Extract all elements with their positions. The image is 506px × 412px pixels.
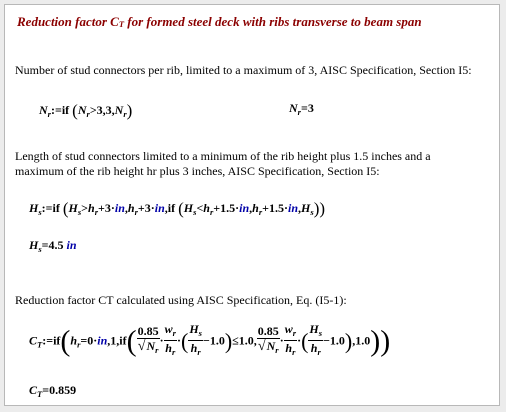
ct-rad1: √	[137, 339, 146, 354]
nr-cond-var: N	[77, 103, 87, 117]
equation-nr[interactable]: $N_r:=if$ $(N_r>3,3,N_r)$	[39, 101, 133, 120]
hs-plus4: +	[262, 201, 269, 215]
paragraph-stud-length-2: maximum of the rib height hr plus 3 inches, AISC Specification, Section I5:	[15, 164, 380, 178]
ct-result-var: C	[29, 383, 38, 397]
ct-eq: =	[80, 333, 88, 348]
hs-h4: h	[252, 201, 259, 215]
ct-le: ≤	[232, 333, 239, 348]
ct-assign: :=	[42, 333, 54, 348]
nr-result-value: 3	[307, 101, 314, 115]
hs-result-unit: in	[66, 238, 77, 252]
hs-if: if	[52, 201, 60, 215]
ct-frac-H-1	[188, 323, 203, 360]
ct-whs1: r	[171, 347, 176, 357]
paragraph-reduction: Reduction factor CT calculated using AISC Specification, Eq. (I5-1):	[15, 293, 347, 307]
ct-result-sub: T	[37, 389, 43, 399]
ct-big-paren-close-2: )	[370, 324, 381, 358]
nr-assign: :=	[50, 103, 62, 117]
ct-coef2: 0.85	[257, 324, 279, 338]
hs-assign: :=	[41, 201, 53, 215]
hs-s3: s	[310, 207, 314, 217]
ct-zero: 0	[87, 333, 94, 348]
ct-ws2: r	[292, 328, 297, 338]
ct-dot1: ·	[93, 333, 98, 348]
ct-sqrtv2: N	[266, 339, 276, 353]
hs-paren-4: )	[319, 199, 326, 218]
worksheet-panel	[4, 4, 500, 406]
ct-ws1: r	[172, 328, 176, 338]
hs-dot4: ·	[284, 201, 289, 215]
hs-comma2: ,	[164, 201, 168, 215]
ct-coef1: 0.85	[137, 324, 159, 338]
ct-sqrtv1: N	[146, 339, 156, 353]
hs-plus3: +	[213, 201, 221, 215]
ct-Hhs1: r	[197, 347, 201, 357]
ct-sqrts1: r	[155, 345, 159, 355]
nr-cond-op: >3	[89, 103, 103, 117]
hs-result-value: 4.5	[48, 238, 64, 252]
title-text: Reduction factor C	[17, 14, 119, 29]
equation-ct[interactable]	[29, 323, 390, 360]
hs-paren-2: (	[178, 199, 184, 218]
ct-H2: H	[309, 322, 319, 336]
ct-frac-w-2	[284, 323, 297, 360]
hs-gt: >	[81, 201, 89, 215]
hs-comma3: ,	[249, 201, 253, 215]
ct-oneo2: 1.0	[238, 333, 254, 348]
ct-big-paren-close: )	[380, 324, 391, 358]
ct-oneo4: 1.0	[355, 333, 371, 348]
ct-w1: w	[164, 322, 173, 336]
hs-s2: s	[193, 207, 197, 217]
ct-comma3: ,	[253, 333, 257, 348]
nr-lhs-var: N	[39, 103, 48, 117]
hs-unit4: in	[288, 201, 299, 215]
ct-sqrt2	[257, 339, 280, 358]
nr-true-val: 3	[105, 103, 112, 117]
hs-h1: h	[88, 201, 95, 215]
nr-false-sub: r	[123, 109, 127, 119]
hs-v1: H	[68, 201, 78, 215]
ct-oneo3: 1.0	[329, 333, 345, 348]
ct-H1: H	[189, 322, 199, 336]
ct-big-paren-open-2: (	[126, 324, 137, 358]
ct-whs2: r	[292, 347, 296, 357]
nr-close-paren: )	[126, 101, 133, 120]
hs-result-var: H	[29, 238, 39, 252]
ct-Hs1: s	[198, 328, 202, 338]
paragraph-stud-count: Number of stud connectors per rib, limited to a maximum of 3, AISC Specification, Section I5:	[15, 63, 472, 77]
ct-frac-coef-2	[257, 325, 280, 358]
hs-onefive2: 1.5	[269, 201, 284, 215]
ct-fparen-c1: )	[224, 328, 233, 354]
ct-if: if	[53, 333, 61, 348]
ct-fparen-o1: (	[180, 328, 189, 354]
ct-rad2: √	[257, 339, 266, 354]
paragraph-stud-length-1: Length of stud connectors limited to a minimum of the rib height plus 1.5 inches and a	[15, 149, 431, 163]
ct-Hhs2: r	[317, 347, 321, 357]
hs-lhs-sub: s	[38, 207, 42, 217]
hs-unit1: in	[114, 201, 125, 215]
ct-fparen-c2: )	[344, 328, 353, 354]
ct-Hden2	[308, 341, 323, 360]
hs-three1: 3	[104, 201, 111, 215]
title-rest: for formed steel deck with ribs transverse to beam span	[124, 14, 422, 29]
ct-Hnum1	[188, 323, 203, 341]
ct-Hh1: h	[190, 341, 198, 355]
hs-if2: if	[167, 201, 176, 215]
nr-open-paren: (	[72, 101, 78, 120]
ct-hs1: r	[77, 339, 81, 350]
nr-result-eq: =	[300, 101, 308, 115]
nr-false-var: N	[114, 103, 124, 117]
hs-three2: 3	[144, 201, 151, 215]
ct-Hnum2	[308, 323, 323, 341]
hs-v3: H	[301, 201, 311, 215]
result-nr	[289, 101, 314, 117]
hs-result-sub: s	[38, 244, 42, 254]
hs-unit2: in	[154, 201, 165, 215]
hs-v2: H	[183, 201, 194, 215]
title-subscript: T	[118, 19, 125, 29]
hs-dot1: ·	[110, 201, 115, 215]
ct-dot3: ·	[176, 333, 181, 348]
nr-if: if	[61, 103, 70, 117]
ct-wnum2	[284, 323, 297, 341]
ct-big-paren-open: (	[60, 324, 71, 358]
ct-wden2	[284, 341, 297, 360]
hs-lhs-var: H	[29, 201, 39, 215]
hs-h2: h	[127, 201, 135, 215]
ct-lhs-var: C	[29, 333, 38, 348]
hs-hs1: r	[94, 207, 99, 217]
ct-comma1: ,	[107, 333, 111, 348]
hs-comma1: ,	[124, 201, 128, 215]
ct-comma2: ,	[116, 333, 120, 348]
hs-hs3: r	[209, 207, 214, 217]
ct-frac-coef-1	[137, 325, 160, 358]
ct-if2: if	[119, 333, 127, 348]
ct-w2: w	[284, 322, 293, 336]
hs-plus1: +	[98, 201, 105, 215]
nr-lhs-sub: r	[47, 109, 51, 119]
hs-dot2: ·	[150, 201, 155, 215]
hs-unit3: in	[239, 201, 250, 215]
ct-lhs-sub: T	[37, 339, 43, 350]
hs-onefive1: 1.5	[220, 201, 236, 215]
hs-s1: s	[77, 207, 82, 217]
nr-result-sub: r	[297, 107, 301, 117]
ct-minus1: −	[202, 333, 210, 348]
ct-oneo1: 1.0	[209, 333, 225, 348]
ct-sqrts2: r	[275, 345, 279, 355]
ct-dot2: ·	[159, 333, 164, 348]
ct-dot5: ·	[297, 333, 302, 348]
ct-Hden1	[188, 341, 203, 360]
hs-plus2: +	[137, 201, 145, 215]
hs-paren-3: )	[313, 199, 320, 218]
nr-result-var: N	[289, 101, 298, 115]
ct-frac-w-1	[164, 323, 177, 360]
hs-h3: h	[203, 201, 210, 215]
ct-Hs2: s	[318, 328, 323, 338]
ct-wnum1	[164, 323, 177, 341]
ct-dot4: ·	[279, 333, 284, 348]
hs-paren-1: (	[62, 199, 69, 218]
section-title	[17, 14, 422, 30]
ct-result-eq: =	[42, 383, 50, 397]
equation-hs[interactable]	[29, 199, 325, 219]
ct-sqrt1	[137, 339, 160, 358]
hs-hs2: r	[134, 207, 138, 217]
ct-comma4: ,	[352, 333, 356, 348]
ct-wden1	[164, 341, 177, 360]
ct-h1: h	[70, 333, 78, 348]
ct-one: 1	[110, 333, 117, 348]
hs-result-eq: =	[41, 238, 49, 252]
ct-wh1: h	[165, 341, 172, 355]
ct-unit: in	[97, 333, 108, 348]
nr-cond-sub: r	[86, 109, 90, 119]
ct-wh2: h	[285, 341, 293, 355]
hs-comma4: ,	[298, 201, 302, 215]
result-ct	[29, 383, 76, 399]
hs-dot3: ·	[235, 201, 240, 215]
ct-result-value: 0.859	[49, 383, 77, 397]
hs-hs4: r	[258, 207, 263, 217]
ct-frac-H-2	[308, 323, 323, 360]
ct-fparen-o2: (	[301, 328, 309, 354]
ct-Hh2: h	[310, 341, 318, 355]
hs-lt: <	[196, 201, 204, 215]
result-hs	[29, 238, 77, 254]
ct-minus2: −	[323, 333, 330, 348]
